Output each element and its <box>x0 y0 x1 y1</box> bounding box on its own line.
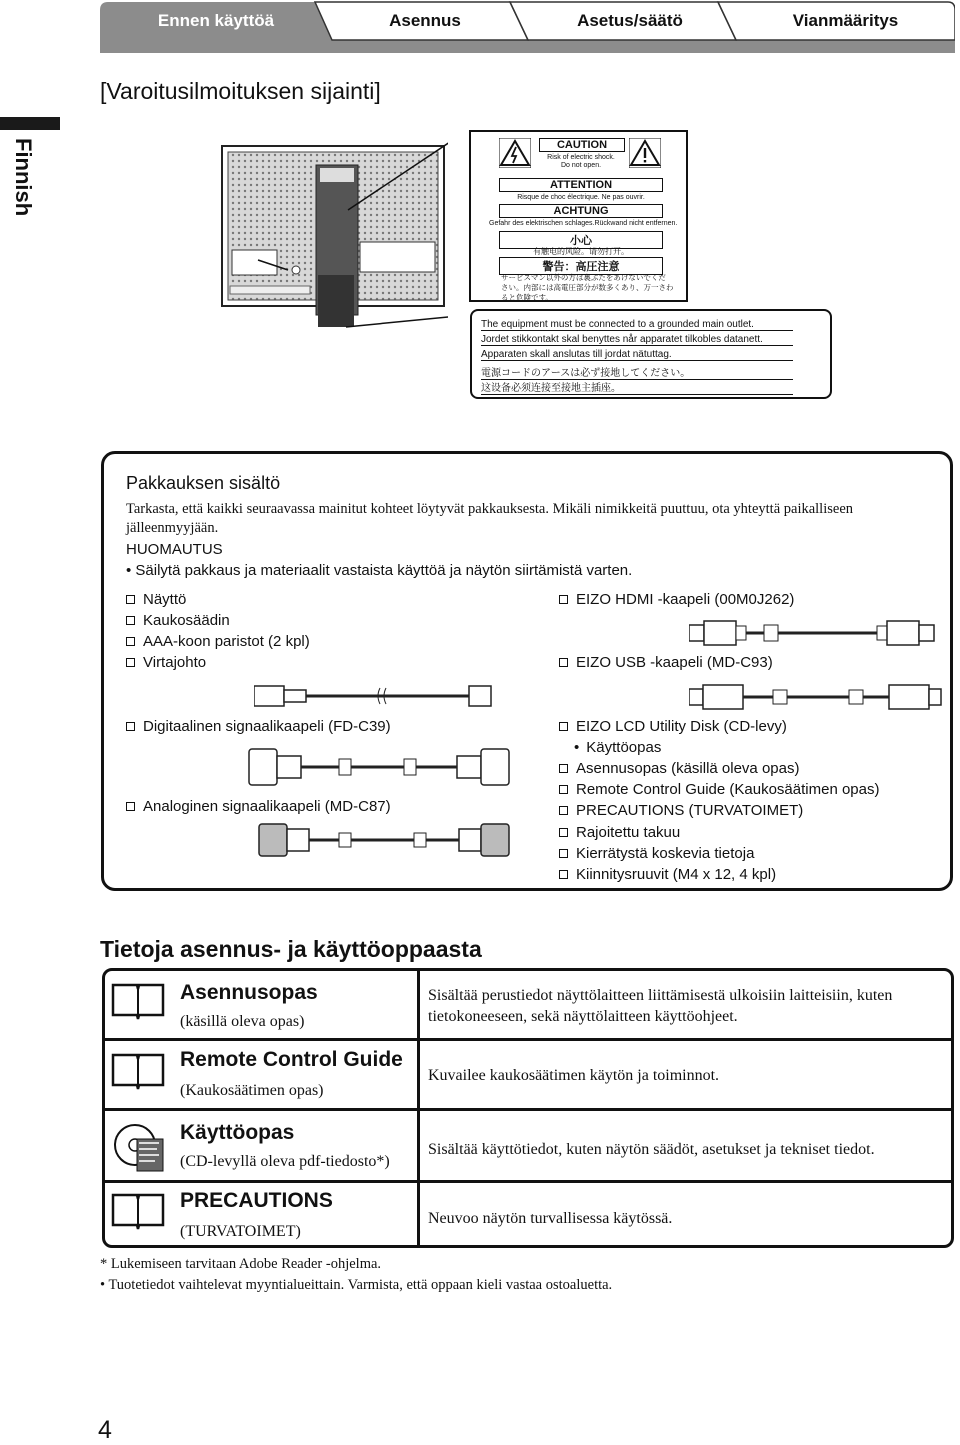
package-intro-1: Tarkasta, että kaikki seuraavassa mainitut kohteet löytyvät pakkauksesta. Mikäli nimikkeitä puuttuu, ota yhteyttä paikalliseen <box>126 501 854 517</box>
jp-text-2: さい。内部には高電圧部分が数多くあり、万一さわ <box>501 283 674 292</box>
checkbox-icon <box>126 616 135 625</box>
ground-label <box>470 309 832 399</box>
item-kayttoopas-sub: • Käyttöopas <box>574 739 662 756</box>
manual-title: PRECAUTIONS <box>180 1189 333 1212</box>
page-number: 4 <box>98 1416 112 1444</box>
book-icon <box>111 981 165 1021</box>
item-label: EIZO HDMI -kaapeli (00M0J262) <box>576 591 795 608</box>
item-label: Näyttö <box>143 591 187 608</box>
manual-description: Sisältää perustiedot näyttölaitteen liittämisestä ulkoisiin laitteisiin, kuten tietokoneeseen, sekä näyttölaitteen käyttöohjeet. <box>428 987 893 1025</box>
item-label: Virtajohto <box>143 654 207 671</box>
checkbox-icon <box>126 722 135 731</box>
jp-text-3: ると危険です。 <box>501 293 553 302</box>
manual-title: Käyttöopas <box>180 1121 295 1144</box>
package-contents-box <box>101 451 953 891</box>
chapter-tabs <box>100 0 955 53</box>
item-virtajohto <box>126 654 206 671</box>
item-label: Käyttöopas <box>586 739 662 756</box>
item-naytto <box>126 591 186 608</box>
tab-vianmaaritys[interactable]: Vianmääritys <box>792 11 899 30</box>
jp-title: 警告：高圧注意 <box>499 257 663 275</box>
manual-subtitle: (käsillä oleva opas) <box>180 1013 305 1030</box>
section-title: [Varoitusilmoituksen sijainti] <box>100 78 381 104</box>
item-analog-cable <box>126 798 391 815</box>
package-intro-2: jälleenmyyjään. <box>126 520 219 536</box>
manual-subtitle: (CD-levyllä oleva pdf-tiedosto*) <box>180 1153 390 1170</box>
item-utility-disk <box>559 718 787 735</box>
jp-text-1: サービスマン以外の方は裏ぶたをあけないでくだ <box>501 273 666 282</box>
item-usb-cable <box>559 654 773 671</box>
monitor-rear-illustration <box>218 110 448 340</box>
note-title: HUOMAUTUS <box>126 541 223 558</box>
item-ruuvit <box>559 866 776 883</box>
item-label: Rajoitettu takuu <box>576 824 681 841</box>
usb-cable-illustration <box>689 682 944 712</box>
manual-row-precautions <box>105 1183 951 1248</box>
item-label: Asennusopas (käsillä oleva opas) <box>576 760 800 777</box>
note-text: Säilytä pakkaus ja materiaalit vastaista käyttöä ja näytön siirtämistä varten. <box>135 562 633 579</box>
achtung-text: Gefahr des elektrischen schlages.Rückwand nicht entfernen. <box>489 220 678 227</box>
ground-text-4: 電源コードのアースは必ず接地してください。 <box>481 364 793 380</box>
cn-text: 有触电的风险。请勿打开。 <box>533 247 629 256</box>
checkbox-icon <box>126 637 135 646</box>
manual-title: Remote Control Guide <box>180 1048 403 1071</box>
item-takuu <box>559 824 680 841</box>
manual-description: Neuvoo näytön turvallisessa käytössä. <box>428 1210 673 1227</box>
manual-row-asennusopas <box>105 971 951 1039</box>
caution-label <box>469 130 688 302</box>
warning-icon <box>629 138 661 168</box>
item-asennusopas <box>559 760 799 777</box>
power-cord-illustration <box>254 676 494 716</box>
tab-asennus[interactable]: Asennus <box>389 11 461 30</box>
checkbox-icon <box>559 595 568 604</box>
note-item: • Säilytä pakkaus ja materiaalit vastaista käyttöä ja näytön siirtämistä varten. <box>126 562 633 579</box>
cd-icon <box>113 1121 165 1173</box>
manual-row-kayttoopas <box>105 1111 951 1181</box>
language-label: Finnish <box>11 138 36 217</box>
caution-title: CAUTION <box>539 138 625 152</box>
item-label: Kaukosäädin <box>143 612 230 629</box>
analog-cable-illustration <box>254 819 514 864</box>
item-label: AAA-koon paristot (2 kpl) <box>143 633 310 650</box>
checkbox-icon <box>559 849 568 858</box>
checkbox-icon <box>559 764 568 773</box>
manuals-table <box>102 968 954 1248</box>
footnote-region: • Tuotetiedot vaihtelevat myyntialueittain. Varmista, että oppaan kieli vastaa ostoaluetta. <box>100 1277 613 1293</box>
electric-shock-icon <box>499 138 531 168</box>
item-label: Kiinnitysruuvit (M4 x 12, 4 kpl) <box>576 866 777 883</box>
manuals-title: Tietoja asennus- ja käyttöoppaasta <box>100 936 482 962</box>
ground-text-1: The equipment must be connected to a grounded main outlet. <box>481 319 793 331</box>
manual-description: Sisältää käyttötiedot, kuten näytön säädöt, asetukset ja tekniset tiedot. <box>428 1141 875 1158</box>
checkbox-icon <box>559 806 568 815</box>
checkbox-icon <box>559 828 568 837</box>
digital-cable-illustration <box>244 744 514 794</box>
item-label: Digitaalinen signaalikaapeli (FD-C39) <box>143 718 391 735</box>
manual-title: Asennusopas <box>180 981 318 1004</box>
side-marker <box>0 117 60 130</box>
footnote-adobe: * Lukemiseen tarvitaan Adobe Reader -ohjelma. <box>100 1256 382 1272</box>
package-title: Pakkauksen sisältö <box>126 473 281 493</box>
checkbox-icon <box>559 870 568 879</box>
checkbox-icon <box>126 658 135 667</box>
item-kaukosaadin <box>126 612 230 629</box>
tab-asetus-saato[interactable]: Asetus/säätö <box>577 11 683 30</box>
item-label: PRECAUTIONS (TURVATOIMET) <box>576 802 804 819</box>
tab-ennen-kayttoa[interactable]: Ennen käyttöä <box>157 11 275 30</box>
manual-row-remote <box>105 1041 951 1109</box>
item-precautions <box>559 802 803 819</box>
item-digital-cable <box>126 718 391 735</box>
book-icon <box>111 1051 165 1091</box>
ground-text-2: Jordet stikkontakt skal benyttes når apparatet tilkobles datanett. <box>481 334 793 346</box>
item-label: Kierrätystä koskevia tietoja <box>576 845 755 862</box>
book-icon <box>111 1191 165 1231</box>
checkbox-icon <box>559 722 568 731</box>
manual-description: Kuvailee kaukosäätimen käytön ja toiminnot. <box>428 1067 720 1084</box>
item-label: Analoginen signaalikaapeli (MD-C87) <box>143 798 391 815</box>
manual-subtitle: (Kaukosäätimen opas) <box>180 1082 324 1099</box>
achtung-title: ACHTUNG <box>499 204 663 218</box>
checkbox-icon <box>126 595 135 604</box>
item-label: EIZO LCD Utility Disk (CD-levy) <box>576 718 787 735</box>
item-paristot <box>126 633 310 650</box>
item-label: Remote Control Guide (Kaukosäätimen opas) <box>576 781 880 798</box>
checkbox-icon <box>559 658 568 667</box>
checkbox-icon <box>126 802 135 811</box>
cn-title: 小心 <box>499 231 663 249</box>
caution-text-2: Do not open. <box>560 162 602 169</box>
ground-text-3: Apparaten skall anslutas till jordat nätuttag. <box>481 349 793 361</box>
ground-text-5: 这设备必须连接至接地主插座。 <box>481 379 793 395</box>
item-remote-guide <box>559 781 880 798</box>
item-hdmi-cable <box>559 591 794 608</box>
hdmi-cable-illustration <box>689 616 944 650</box>
manual-subtitle: (TURVATOIMET) <box>180 1223 301 1240</box>
item-label: EIZO USB -kaapeli (MD-C93) <box>576 654 773 671</box>
attention-text: Risque de choc électrique. Ne pas ouvrir. <box>517 194 645 201</box>
item-kierratys <box>559 845 754 862</box>
caution-text-1: Risk of electric shock. <box>547 154 615 161</box>
attention-title: ATTENTION <box>499 178 663 192</box>
checkbox-icon <box>559 785 568 794</box>
